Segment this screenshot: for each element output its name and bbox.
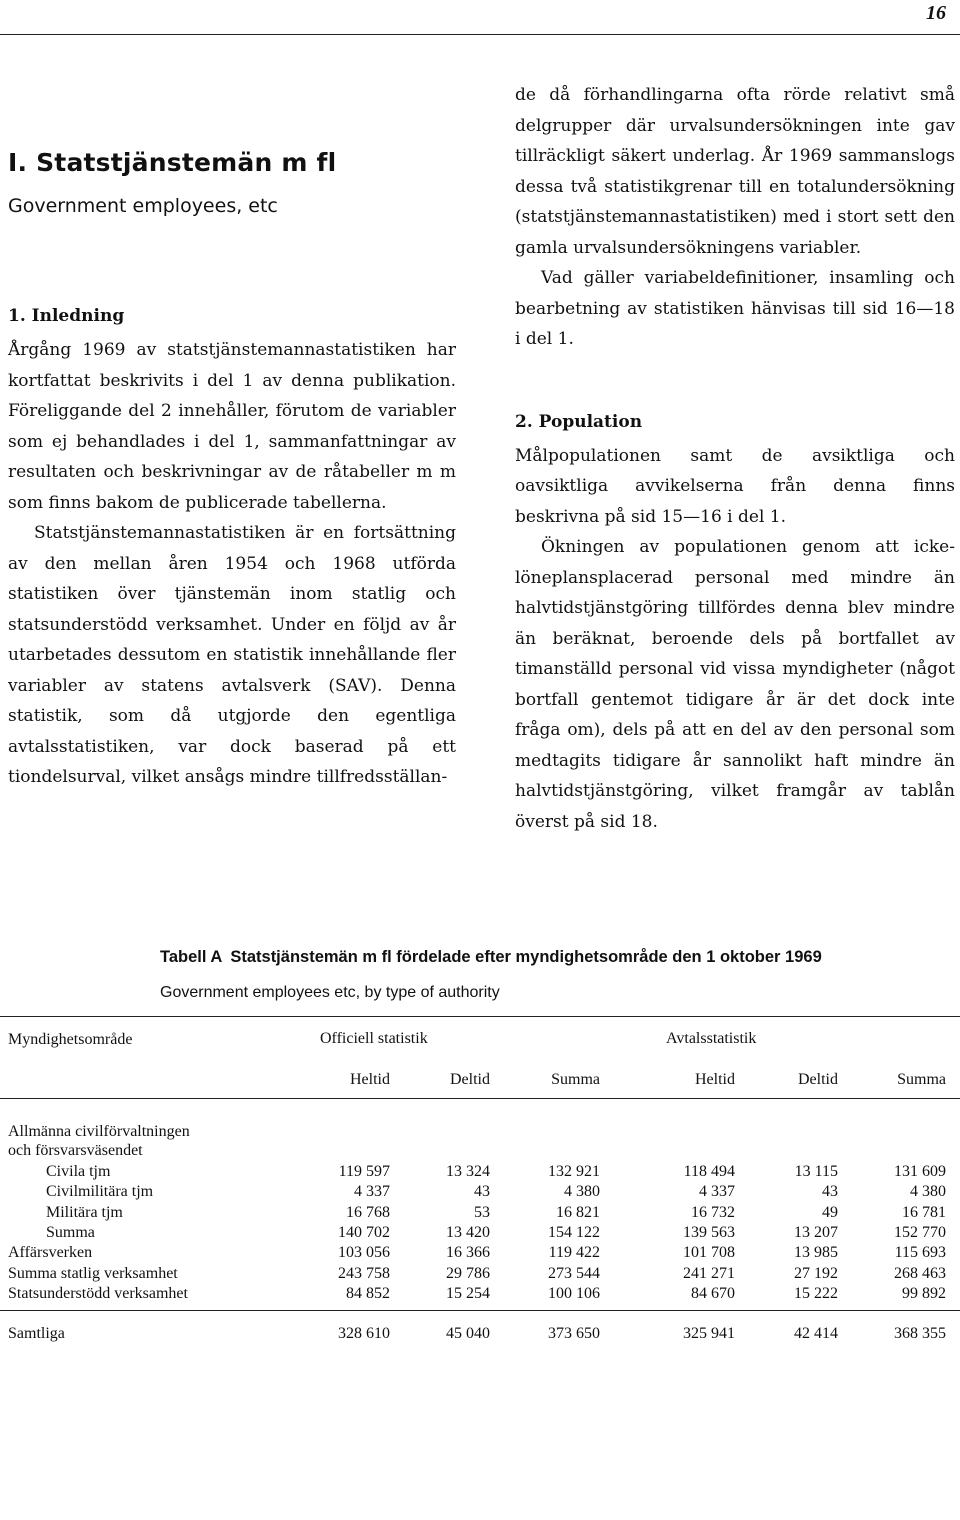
table-title: [160, 948, 822, 967]
total-cell: 42 414: [794, 1325, 838, 1342]
table-cell: 13 324: [446, 1163, 490, 1180]
stub-header: Myndighetsområde: [8, 1031, 133, 1048]
table-cell: 29 786: [446, 1264, 490, 1282]
table-cell: 119 597: [338, 1163, 390, 1180]
table-cell: 4 380: [910, 1183, 946, 1201]
row-label: Summa statlig verksamhet: [8, 1264, 178, 1282]
total-top-rule: [0, 1310, 960, 1311]
table-cell: 100 106: [548, 1284, 600, 1302]
header-bottom-rule: [0, 1098, 960, 1099]
table-cell: 16 366: [446, 1244, 490, 1262]
group-header-avtal: Avtalsstatistik: [666, 1030, 757, 1047]
total-cell: 45 040: [446, 1325, 490, 1342]
column-header: Summa: [551, 1071, 600, 1088]
table-cell: 99 892: [902, 1284, 946, 1302]
table-cell: 139 563: [683, 1223, 735, 1241]
intro-heading: 1. Inledning: [8, 306, 125, 326]
table-cell: 49: [822, 1203, 838, 1221]
table-cell: 16 768: [346, 1203, 390, 1221]
total-cell: 328 610: [338, 1325, 390, 1342]
table-cell: 43: [474, 1183, 490, 1201]
table-title-text: Statstjänstemän m fl fördelade efter myndighetsområde den 1 oktober 1969: [230, 948, 822, 966]
table-cell: 101 708: [683, 1244, 735, 1262]
table-cell: 243 758: [338, 1264, 390, 1282]
total-cell: 325 941: [683, 1325, 735, 1342]
row-label: Civilmilitära tjm: [46, 1183, 154, 1201]
table-cell: 84 852: [346, 1284, 390, 1302]
column-header: Heltid: [350, 1071, 390, 1088]
intro-paragraph-1: Årgång 1969 av statstjänstemannastatistiken har kortfattat beskrivits i del 1 av denna publikation. Föreliggande del 2 innehåller, förutom de variabler som ej behandlades i del 1, sammanfattningar av resultaten och beskrivningar av de råtabeller m m som finns bakom de publicerade tabellerna.: [8, 340, 456, 513]
right-column: [515, 80, 955, 837]
table-cell: 273 544: [548, 1264, 600, 1282]
table-cell: 118 494: [683, 1163, 735, 1180]
row-label: Civila tjm: [46, 1163, 111, 1180]
table-top-rule: [0, 1016, 960, 1017]
population-paragraph-1: Målpopulationen samt de avsiktliga och oavsiktliga avvikelserna från denna finns beskrivna på sid 15—16 i del 1.: [515, 445, 955, 527]
table-cell: 154 122: [548, 1223, 600, 1241]
table-subtitle: Government employees etc, by type of authority: [160, 984, 500, 1001]
table-cell: 13 115: [794, 1163, 838, 1180]
table-cell: 15 222: [794, 1284, 838, 1302]
table-cell: 16 781: [902, 1203, 946, 1221]
table-cell: 4 337: [699, 1183, 735, 1201]
table-cell: 53: [474, 1203, 490, 1221]
header-rule: [0, 34, 960, 35]
population-paragraph-2: Ökningen av populationen genom att icke-löneplansplacerad personal med mindre än halvtidstjänstgöring tillfördes denna blev mindre än beräknat, beroende dels på bortfallet av timanställd personal vid vissa myndigheter (något bortfall gentemot tidigare år är det dock inte fråga om), dels på att en del av den personal som medtagits tidigare år sannolikt haft mindre än halvtidstjänstgöring, vilket framgår av tablån överst på sid 18.: [515, 537, 955, 832]
group-row-label-1: Allmänna civilförvaltningen: [8, 1123, 190, 1140]
table-cell: 13 207: [794, 1223, 838, 1241]
table-cell: 13 985: [794, 1244, 838, 1262]
left-column: [8, 148, 456, 793]
row-label: Militära tjm: [46, 1203, 123, 1221]
table-cell: 241 271: [683, 1264, 735, 1282]
table-cell: 27 192: [794, 1264, 838, 1282]
table-cell: 140 702: [338, 1223, 390, 1241]
table-cell: 16 732: [691, 1203, 735, 1221]
row-label: Affärsverken: [8, 1244, 93, 1262]
table-label: Tabell A: [160, 948, 223, 966]
table-cell: 119 422: [548, 1244, 600, 1262]
table-cell: 84 670: [691, 1284, 735, 1302]
group-row-label-2: och försvarsväsendet: [8, 1142, 143, 1159]
column-header: Heltid: [695, 1071, 735, 1088]
table-cell: 43: [822, 1183, 838, 1201]
row-label: Statsunderstödd verksamhet: [8, 1284, 188, 1302]
page-number: 16: [926, 2, 946, 24]
row-label: Summa: [46, 1223, 95, 1241]
table-cell: 132 921: [548, 1163, 600, 1180]
total-cell: 373 650: [548, 1325, 600, 1342]
table-cell: 115 693: [894, 1244, 946, 1262]
section-subtitle: Government employees, etc: [8, 195, 278, 217]
table-cell: 16 821: [556, 1203, 600, 1221]
intro-paragraph-2-part-1: Statstjänstemannastatistiken är en fortsättning av den mellan åren 1954 och 1968 utförda statistiken över tjänstemän inom statlig och statsunderstödd verksamhet. Under en följd av år utarbetades dessutom en statistik innehållande fler variabler av statens avtalsverk (SAV). Denna statistik, som då utgjorde den egentliga avtalsstatistiken, var dock baserad på ett tiondelsurval, vilket ansågs mindre tillfredsställan-: [8, 523, 456, 787]
table-cell: 268 463: [894, 1264, 946, 1282]
column-header: Summa: [897, 1071, 946, 1088]
table-cell: 152 770: [894, 1223, 946, 1241]
intro-paragraph-3: Vad gäller variabeldefinitioner, insamling och bearbetning av statistiken hänvisas till sid 16—18 i del 1.: [515, 268, 955, 349]
group-header-officiell: Officiell statistik: [320, 1030, 428, 1047]
population-heading: 2. Population: [515, 411, 643, 432]
section-title: I. Statstjänstemän m fl: [8, 148, 337, 177]
total-cell: 368 355: [894, 1325, 946, 1342]
column-header: Deltid: [450, 1071, 490, 1088]
table-cell: 103 056: [338, 1244, 390, 1262]
total-label: Samtliga: [8, 1325, 65, 1342]
table-cell: 4 337: [354, 1183, 390, 1201]
table-cell: 15 254: [446, 1284, 490, 1302]
table-cell: 131 609: [894, 1163, 946, 1180]
intro-paragraph-2-part-2: de då förhandlingarna ofta rörde relativt små delgrupper där urvalsundersökningen inte gav tillräckligt säkert underlag. År 1969 sammanslogs dessa två statistikgrenar till en totalundersökning (statstjänstemannastatistiken) med i stort sett den gamla urvalsundersökningens variabler.: [515, 85, 955, 258]
table-cell: 13 420: [446, 1223, 490, 1241]
table-cell: 4 380: [564, 1183, 600, 1201]
column-header: Deltid: [798, 1071, 838, 1088]
